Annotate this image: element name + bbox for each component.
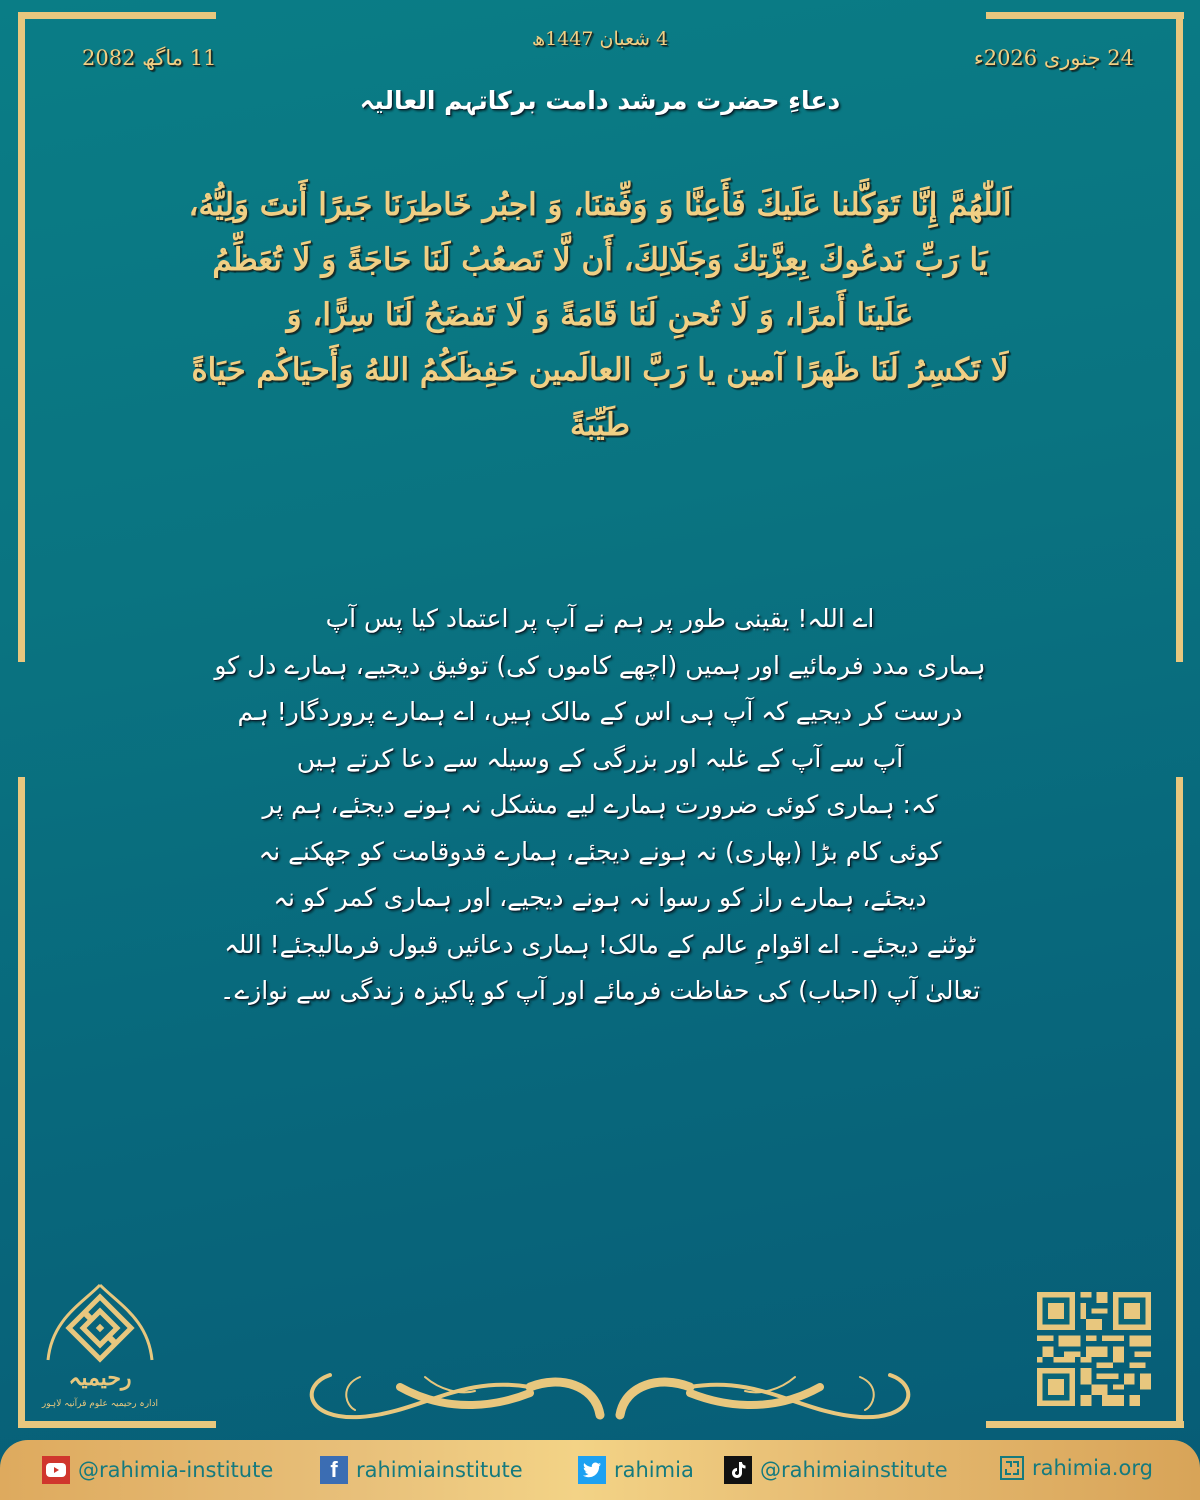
twitter-link[interactable] [578, 1456, 694, 1484]
frame-top-right-h [986, 12, 1184, 19]
youtube-icon [42, 1456, 70, 1484]
flourish-icon [300, 1365, 920, 1425]
tiktok-link[interactable] [724, 1456, 948, 1484]
frame-left-lower-v [18, 777, 25, 1427]
frame-top-left-h [18, 12, 216, 19]
website-url: rahimia.org [1032, 1456, 1153, 1480]
date-gregorian: 24 جنوری 2026ء [973, 46, 1134, 70]
frame-bottom-right-h [986, 1421, 1184, 1428]
facebook-link[interactable] [320, 1456, 523, 1484]
urdu-line: کوئی کام بڑا (بھاری) نہ ہونے دیجئے، ہمارے قدوقامت کو جھکنے نہ [258, 836, 942, 866]
qr-code-icon [1034, 1292, 1154, 1406]
urdu-line: اے اللہ! یقینی طور پر ہم نے آپ پر اعتماد کیا پس آپ [325, 604, 875, 633]
tiktok-handle: @rahimiainstitute [760, 1458, 948, 1482]
website-link[interactable] [1000, 1456, 1153, 1480]
arabic-dua [100, 178, 1100, 453]
arabic-line: عَلَينَا أَمرًا، وَ لَا تُحنِ لَنَا قَامَةً وَ لَا تَفضَحُ لَنَا سِرًّا، وَ [286, 297, 914, 333]
svg-text:ادارہ رحیمیہ علوم قرآنیہ لاہور: ادارہ رحیمیہ علوم قرآنیہ لاہور [41, 1399, 159, 1409]
arabic-line: لَا تَكسِرُ لَنَا ظَهرًا آمين يا رَبَّ العالَمين حَفِظَكُمُ اللهُ وَأَحيَاكُم حَيَاةً [191, 352, 1009, 388]
urdu-translation [150, 596, 1050, 1015]
page-title: دعاءِ حضرت مرشد دامت برکاتہم العالیہ [359, 86, 841, 115]
rahimia-logo [40, 1280, 160, 1420]
twitter-icon [578, 1456, 606, 1484]
urdu-line: درست کر دیجیے کہ آپ ہی اس کے مالک ہیں، اے ہمارے پروردگار! ہم [237, 697, 963, 726]
social-footer [0, 1440, 1200, 1500]
facebook-icon: f [320, 1456, 348, 1484]
youtube-link[interactable] [42, 1456, 273, 1484]
urdu-line: دیجئے، ہمارے راز کو رسوا نہ ہونے دیجیے، اور ہماری کمر کو نہ [273, 883, 927, 912]
urdu-line: ٹوٹنے دیجئے۔ اے اقوامِ عالم کے مالک! ہماری دعائیں قبول فرمالیجئے! اللہ [224, 929, 976, 959]
arabic-line: يَا رَبِّ نَدعُوكَ بِعِزَّتِكَ وَجَلَالِكَ، أَن لَّا تَصعُبُ لَنَا حَاجَةً وَ لَا تُعَظِّمُ [212, 242, 988, 278]
decorative-ornament [300, 1365, 920, 1425]
youtube-handle: @rahimia-institute [78, 1458, 274, 1482]
frame-right-lower-v [1176, 777, 1183, 1427]
facebook-handle: rahimiainstitute [356, 1458, 523, 1482]
date-hijri: 4 شعبان 1447ھ [531, 28, 669, 50]
date-bikrami: 11 ماگھ 2082 [82, 46, 217, 70]
urdu-line: آپ سے آپ کے غلبہ اور بزرگی کے وسیلہ سے دعا کرتے ہیں [296, 743, 904, 773]
tiktok-icon [724, 1456, 752, 1484]
urdu-line: تعالیٰ آپ (احباب) کی حفاظت فرمائے اور آپ کو پاکیزہ زندگی سے نوازے۔ [219, 976, 981, 1005]
arabic-line: طَيِّبَةً [569, 407, 630, 443]
urdu-line: ہماری مدد فرمائیے اور ہمیں (اچھے کاموں کی) توفیق دیجیے، ہمارے دل کو [214, 650, 986, 680]
arabic-line: اَللّٰهُمَّ إِنَّا تَوَكَّلنا عَلَيكَ فَأَعِنَّا وَ وَفِّقنَا، وَ اجبُر خَاطِرَنَا جَبرًا أَنتَ وَلِيُّهُ، [188, 187, 1012, 223]
twitter-handle: rahimia [614, 1458, 694, 1482]
urdu-line: کہ: ہماری کوئی ضرورت ہمارے لیے مشکل نہ ہونے دیجئے، ہم پر [262, 790, 938, 819]
frame-bottom-left-h [18, 1421, 216, 1428]
website-logo-icon [1000, 1456, 1024, 1480]
svg-text:رحیمیہ: رحیمیہ [68, 1365, 132, 1391]
qr-code[interactable] [1034, 1292, 1154, 1406]
dome-knot-icon [40, 1280, 160, 1420]
